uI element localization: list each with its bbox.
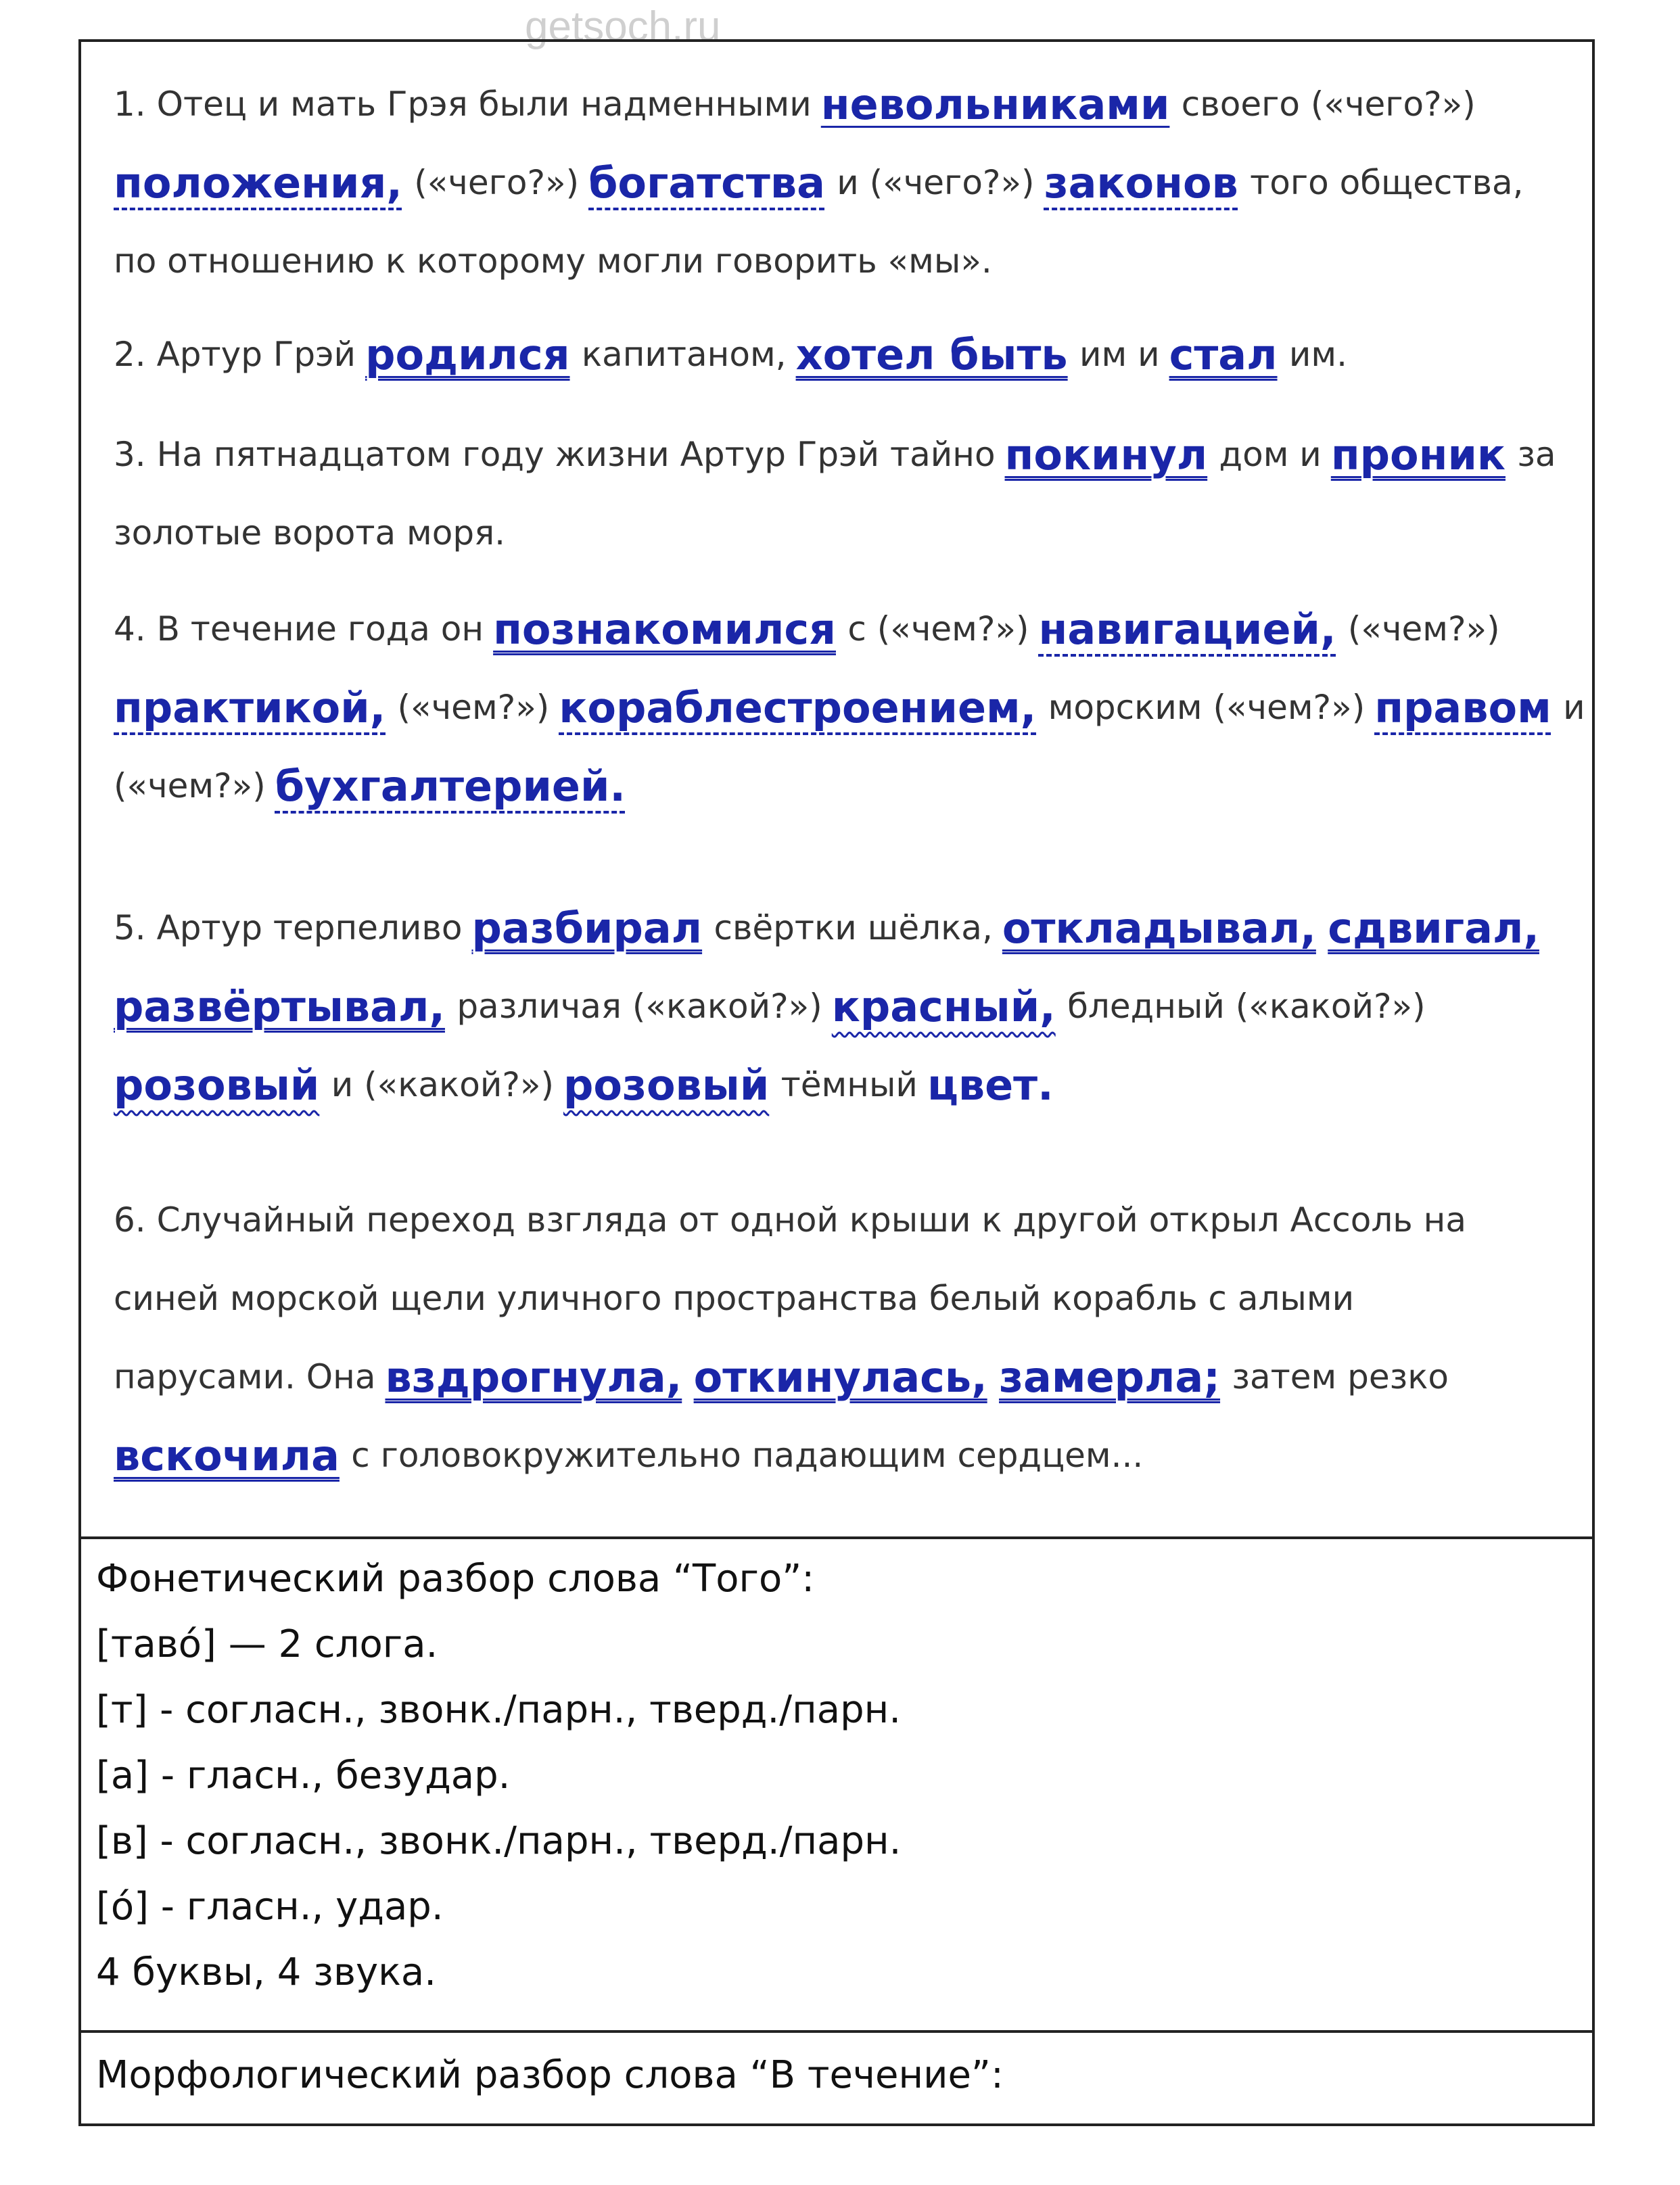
text-fragment: парусами. Она (114, 1357, 376, 1396)
text-fragment: («чем?») (397, 688, 550, 727)
sentence-3 (114, 415, 1561, 572)
sentence-line (114, 494, 1561, 572)
highlighted-word: розовый (114, 1060, 320, 1110)
highlighted-word: родился (365, 329, 570, 379)
text-fragment: («чем?») (114, 766, 266, 805)
text-fragment: им и (1079, 335, 1160, 374)
text-fragment: 4. В течение года он (114, 609, 484, 649)
sentence-line (114, 1416, 1561, 1495)
text-fragment: затем резко (1232, 1357, 1449, 1396)
highlighted-word: навигацией, (1038, 604, 1336, 654)
highlighted-word: богатства (588, 158, 825, 208)
text-fragment: синей морской щели уличного пространства белый корабль с алыми (114, 1279, 1355, 1318)
text-fragment: («чего?») (414, 163, 580, 202)
text-fragment: по отношению к которому могли говорить «мы». (114, 241, 992, 281)
text-fragment: бледный («какой?») (1067, 987, 1426, 1026)
highlighted-word: замерла; (999, 1352, 1221, 1402)
highlighted-word: розовый (563, 1060, 770, 1110)
phonetic-line: [т] - согласн., звонк./парн., тверд./парн. (96, 1688, 902, 1732)
highlighted-word: хотел быть (795, 329, 1068, 379)
highlighted-word: бухгалтерией. (275, 761, 626, 811)
text-fragment: и («чего?») (837, 163, 1035, 202)
morph-title: Морфологический разбор слова “В течение”: (96, 2053, 1004, 2097)
phonetic-line: [а] - гласн., безудар. (96, 1754, 511, 1798)
highlighted-word: познакомился (493, 604, 836, 654)
text-fragment: тёмный (780, 1065, 918, 1104)
phonetic-line: [в] - согласн., звонк./парн., тверд./парн. (96, 1819, 902, 1863)
highlighted-word: развёртывал, (114, 981, 445, 1031)
text-fragment: с головокружительно падающим сердцем... (351, 1436, 1144, 1475)
text-fragment: 6. Случайный переход взгляда от одной крыши к другой открыл Ассоль на (114, 1200, 1466, 1240)
text-fragment: морским («чем?») (1048, 688, 1366, 727)
sentence-line (114, 143, 1561, 222)
sentence-line (114, 1259, 1561, 1338)
phonetic-line: [тавó] — 2 слога. (96, 1622, 438, 1666)
sentence-line (114, 315, 1561, 394)
text-fragment: различая («какой?») (457, 987, 822, 1026)
text-fragment: 5. Артур терпеливо (114, 908, 463, 947)
phonetic-title: Фонетический разбор слова “Того”: (96, 1557, 815, 1601)
highlighted-word: цвет. (927, 1060, 1054, 1110)
phonetic-analysis-section (81, 1539, 1592, 2033)
sentence-6 (114, 1181, 1561, 1495)
text-fragment: («чем?») (1347, 609, 1500, 649)
sentence-line (114, 1045, 1561, 1124)
highlighted-word: практикой, (114, 682, 386, 732)
sentence-line (114, 1181, 1561, 1259)
text-fragment: им. (1288, 335, 1348, 374)
highlighted-word: проник (1330, 429, 1506, 479)
sentence-4 (114, 590, 1585, 825)
highlighted-word: невольниками (820, 79, 1170, 129)
highlighted-word: положения, (114, 158, 402, 208)
sentences-section (81, 42, 1592, 1539)
sentence-line (114, 747, 1561, 825)
text-fragment: за (1517, 435, 1556, 474)
text-fragment: капитаном, (581, 335, 787, 374)
text-fragment: дом и (1219, 435, 1322, 474)
text-fragment: золотые ворота моря. (114, 513, 506, 553)
phonetic-line: 4 буквы, 4 звука. (96, 1950, 437, 1994)
text-fragment: 1. Отец и мать Грэя были надменными (114, 85, 812, 124)
sentence-line (114, 222, 1561, 300)
highlighted-word: кораблестроением, (559, 682, 1037, 732)
highlighted-word: правом (1374, 682, 1551, 732)
highlighted-word: вздрогнула, (385, 1352, 682, 1402)
text-fragment: 3. На пятнадцатом году жизни Артур Грэй тайно (114, 435, 996, 474)
sentence-line (114, 415, 1561, 494)
highlighted-word: покинул (1004, 429, 1208, 479)
phonetic-line: [ó] - гласн., удар. (96, 1885, 444, 1929)
morphological-analysis-section (81, 2033, 1592, 2126)
sentence-1 (114, 65, 1561, 300)
text-fragment: и («какой?») (331, 1065, 554, 1104)
highlighted-word: законов (1044, 158, 1238, 208)
text-fragment: с («чем?») (847, 609, 1029, 649)
watermark: getsoch.ru (525, 3, 721, 50)
highlighted-word: стал (1169, 329, 1278, 379)
sentence-line (114, 65, 1561, 143)
sentence-2 (114, 315, 1561, 394)
highlighted-word: откладывал, (1002, 903, 1316, 953)
text-fragment: своего («чего?») (1181, 85, 1476, 124)
text-fragment: 2. Артур Грэй (114, 335, 356, 374)
text-fragment: и (1563, 688, 1585, 727)
sentence-line (114, 1338, 1561, 1416)
highlighted-word: сдвигал, (1328, 903, 1539, 953)
text-fragment: свёртки шёлка, (714, 908, 993, 947)
sentence-line (114, 889, 1561, 967)
highlighted-word: вскочила (114, 1430, 340, 1480)
document-frame (78, 39, 1595, 2126)
sentence-5 (114, 889, 1561, 1124)
highlighted-word: красный, (831, 981, 1056, 1031)
sentence-line (114, 668, 1585, 747)
highlighted-word: разбирал (471, 903, 703, 953)
highlighted-word: откинулась, (693, 1352, 987, 1402)
text-fragment: того общества, (1250, 163, 1524, 202)
sentence-line (114, 967, 1561, 1045)
sentence-line (114, 590, 1561, 668)
